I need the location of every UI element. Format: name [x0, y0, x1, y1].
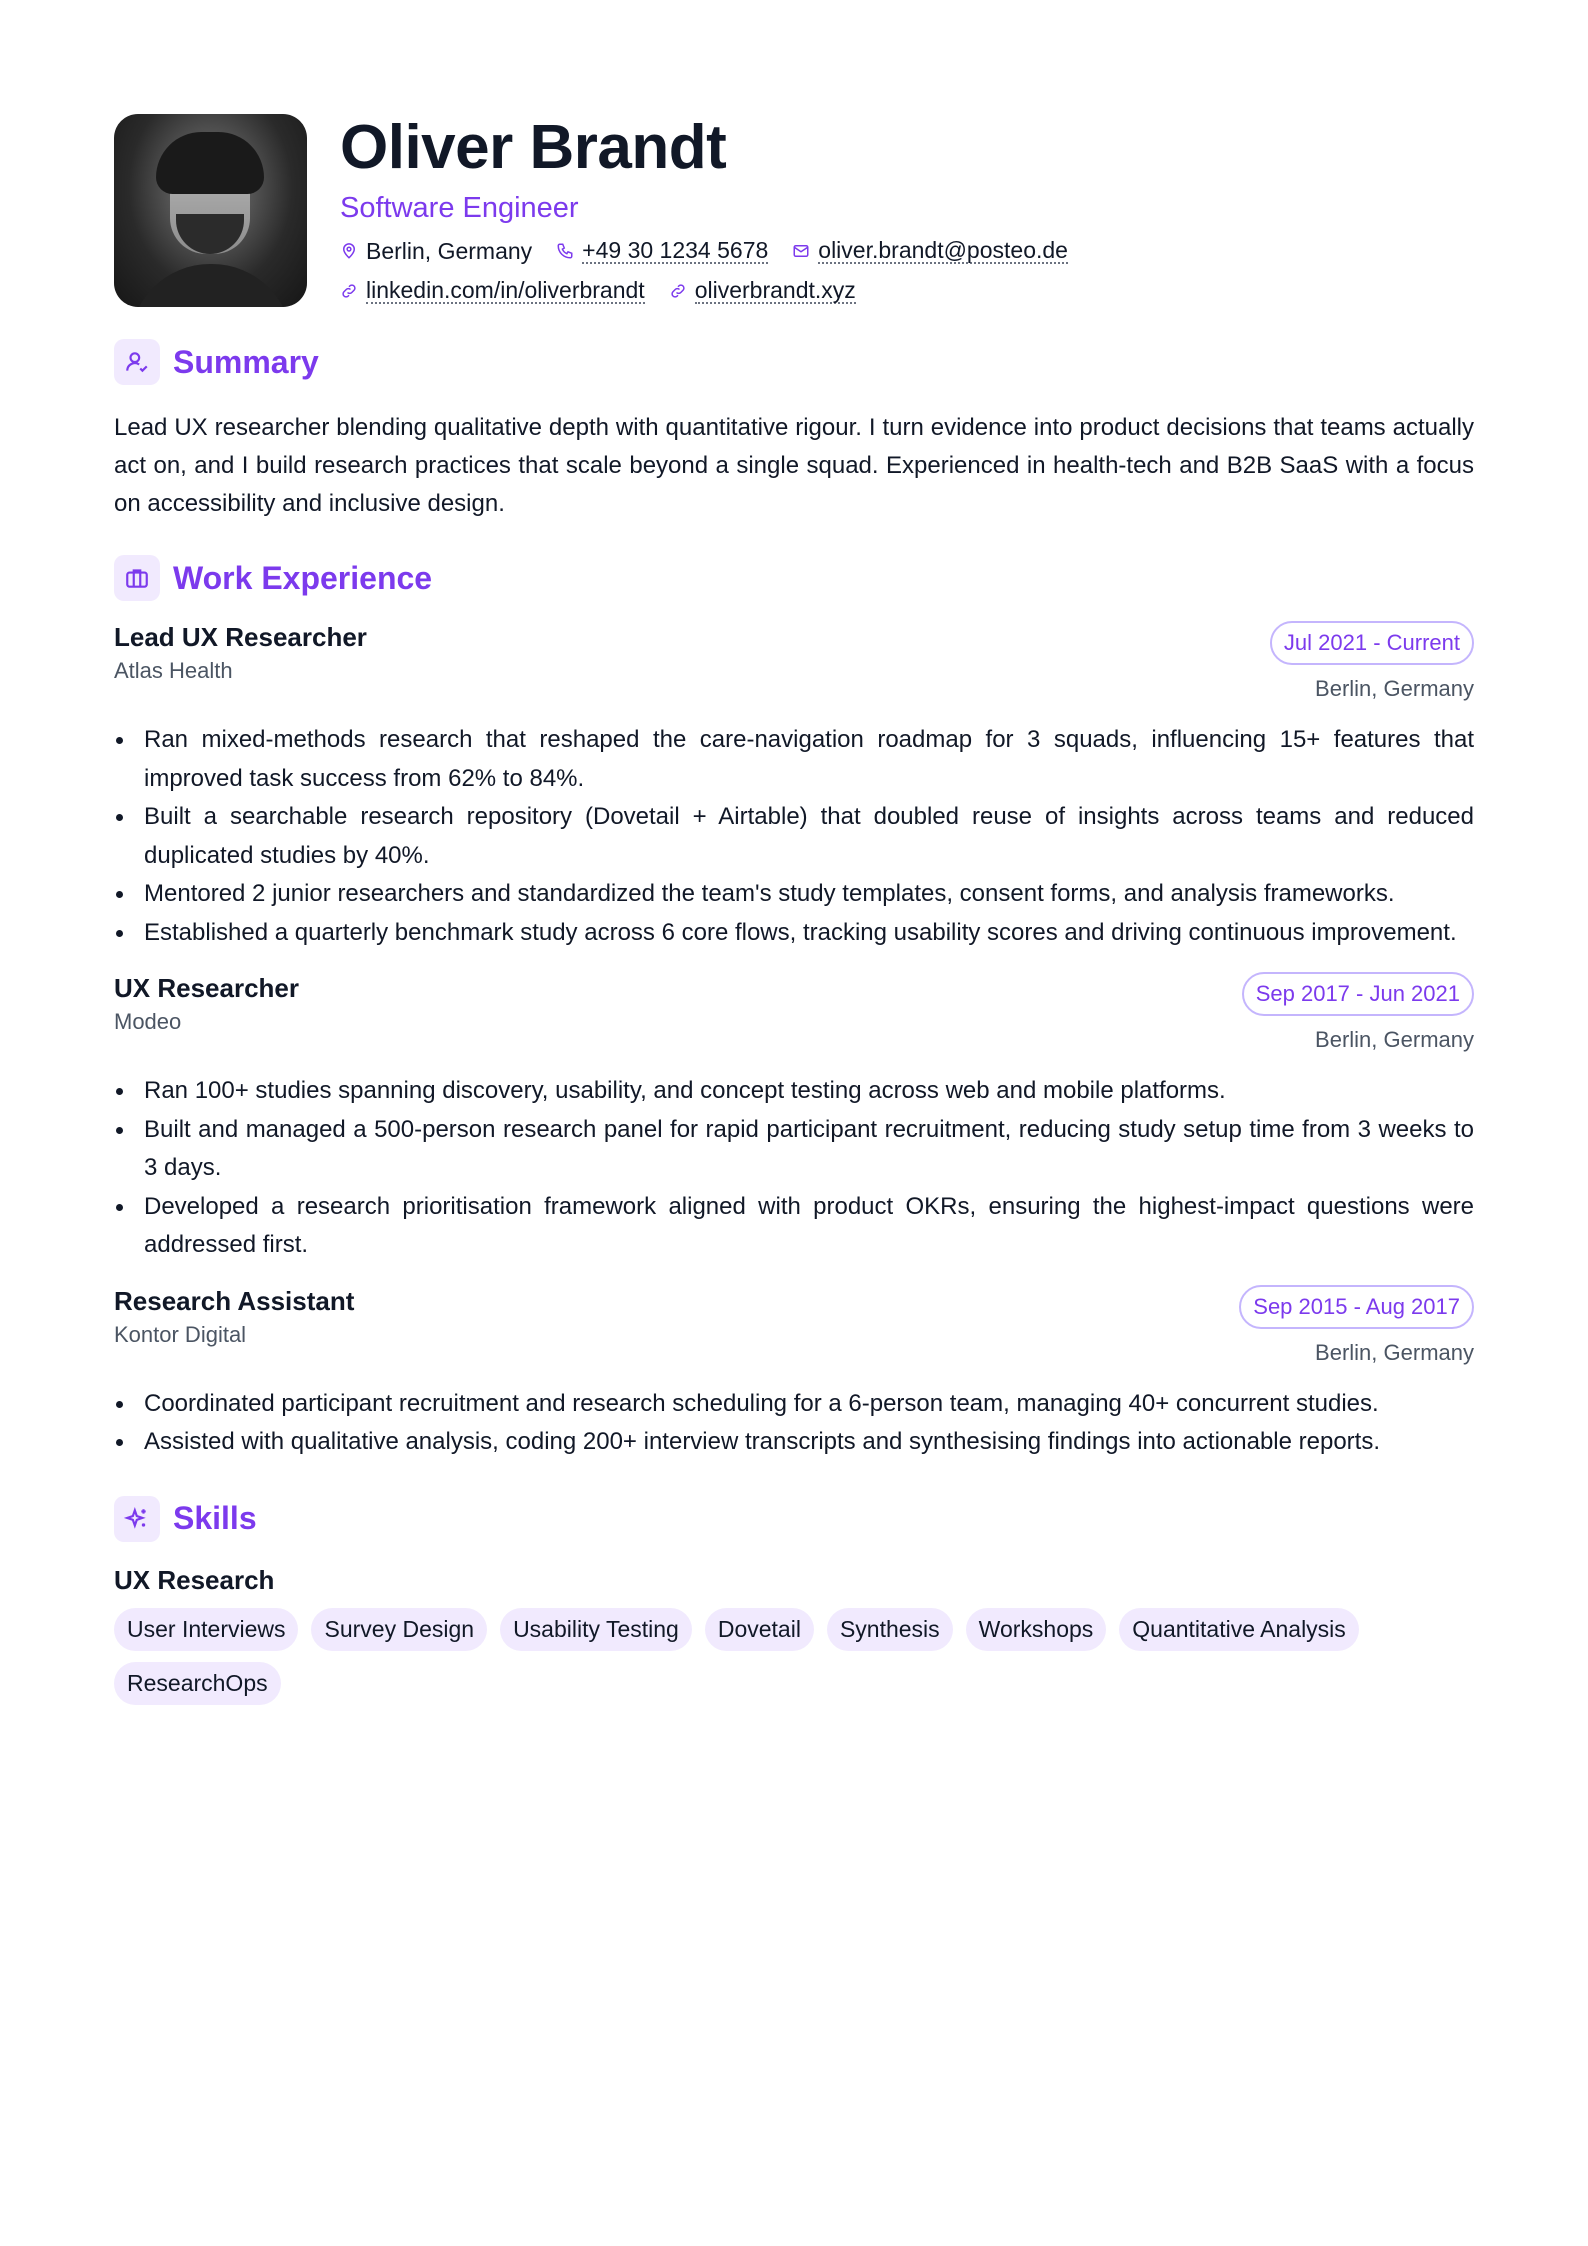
skills-title: Skills [173, 1500, 257, 1536]
job-bullet: Ran 100+ studies spanning discovery, usability, and concept testing across web and mobile platforms. [114, 1072, 1474, 1111]
job-bullet: Ran mixed-methods research that reshaped the care-navigation roadmap for 3 squads, influencing 15+ features that improved task success from 62% to 84%. [114, 721, 1474, 798]
job-bullets [114, 721, 1474, 952]
resume-header [114, 114, 1474, 307]
skills-section-header [114, 1496, 1474, 1542]
job-dates-badge: Jul 2021 - Current [1270, 621, 1474, 665]
avatar [114, 114, 307, 307]
email-link[interactable]: oliver.brandt@posteo.de [818, 237, 1068, 263]
job-company: Atlas Health [114, 658, 233, 683]
linkedin-link[interactable]: linkedin.com/in/oliverbrandt [366, 277, 645, 303]
summary-text: Lead UX researcher blending qualitative depth with quantitative rigour. I turn evidence into product decisions that teams actually act on, and I build research practices that scale beyond a single squad. Experienced in health-tech and B2B SaaS with a focus on accessibility and inclusive design. [114, 414, 1474, 517]
skill-chip: Usability Testing [500, 1608, 692, 1651]
contact-location [340, 236, 532, 266]
person-role: Software Engineer [340, 192, 579, 224]
skill-chips [114, 1608, 1474, 1716]
experience-title: Work Experience [173, 559, 433, 596]
summary-section-header [114, 339, 1474, 385]
job-bullet: Coordinated participant recruitment and research scheduling for a 6-person team, managing 40+ concurrent studies. [114, 1385, 1474, 1424]
job-location: Berlin, Germany [1315, 676, 1474, 701]
job-bullets [114, 1072, 1474, 1265]
job-entry [114, 972, 1474, 1265]
job-company: Kontor Digital [114, 1321, 247, 1347]
skill-chip: Workshops [966, 1608, 1107, 1651]
summary-title: Summary [173, 343, 319, 380]
job-location: Berlin, Germany [1315, 1027, 1474, 1052]
skill-group-title: UX Research [114, 1564, 275, 1595]
link-icon [340, 282, 358, 300]
job-bullet: Established a quarterly benchmark study across 6 core flows, tracking usability scores and driving continuous improvement. [114, 914, 1474, 953]
phone-icon [556, 242, 574, 260]
map-pin-icon [340, 242, 358, 260]
job-bullet: Assisted with qualitative analysis, coding 200+ interview transcripts and synthesising findings into actionable reports. [114, 1423, 1474, 1462]
contact-row-2 [340, 278, 1092, 304]
contact-linkedin[interactable] [340, 278, 645, 304]
job-title: Research Assistant [114, 1285, 355, 1316]
person-name: Oliver Brandt [340, 113, 727, 182]
job-location: Berlin, Germany [1315, 1339, 1474, 1365]
job-company: Modeo [114, 1009, 182, 1034]
contact-email[interactable] [792, 238, 1068, 264]
user-check-icon [114, 339, 160, 385]
phone-link[interactable]: +49 30 1234 5678 [582, 237, 769, 263]
job-bullet: Developed a research prioritisation framework aligned with product OKRs, ensuring the highest-impact questions were addressed first. [114, 1188, 1474, 1265]
link-icon [669, 282, 687, 300]
job-bullet: Built and managed a 500-person research panel for rapid participant recruitment, reducing study setup time from 3 weeks to 3 days. [114, 1111, 1474, 1188]
job-title: Lead UX Researcher [114, 622, 367, 652]
job-bullet: Built a searchable research repository (Dovetail + Airtable) that doubled reuse of insights across teams and reduced duplicated studies by 40%. [114, 798, 1474, 875]
job-bullets [114, 1385, 1474, 1462]
skill-chip: Survey Design [311, 1608, 487, 1651]
contact-row-1 [340, 236, 1092, 266]
skill-chip: User Interviews [114, 1608, 298, 1651]
location-text: Berlin, Germany [366, 238, 533, 264]
header-info [340, 114, 1092, 304]
skill-chip: Dovetail [705, 1608, 814, 1651]
job-title: UX Researcher [114, 973, 299, 1003]
contact-phone[interactable] [556, 238, 768, 264]
job-list [114, 621, 1474, 1462]
skill-chip: ResearchOps [114, 1662, 281, 1705]
job-dates-badge: Sep 2015 - Aug 2017 [1239, 1285, 1474, 1329]
website-link[interactable]: oliverbrandt.xyz [694, 277, 856, 303]
experience-section-header [114, 555, 1474, 601]
job-entry [114, 621, 1474, 952]
skill-chip: Synthesis [827, 1608, 953, 1651]
skill-chip: Quantitative Analysis [1119, 1608, 1359, 1651]
sparkles-icon [114, 1496, 160, 1542]
briefcase-icon [114, 555, 160, 601]
contact-website[interactable] [669, 278, 856, 304]
job-entry [114, 1285, 1474, 1462]
mail-icon [792, 242, 810, 260]
job-bullet: Mentored 2 junior researchers and standardized the team's study templates, consent forms, and analysis frameworks. [114, 875, 1474, 914]
job-dates-badge: Sep 2017 - Jun 2021 [1242, 972, 1474, 1016]
